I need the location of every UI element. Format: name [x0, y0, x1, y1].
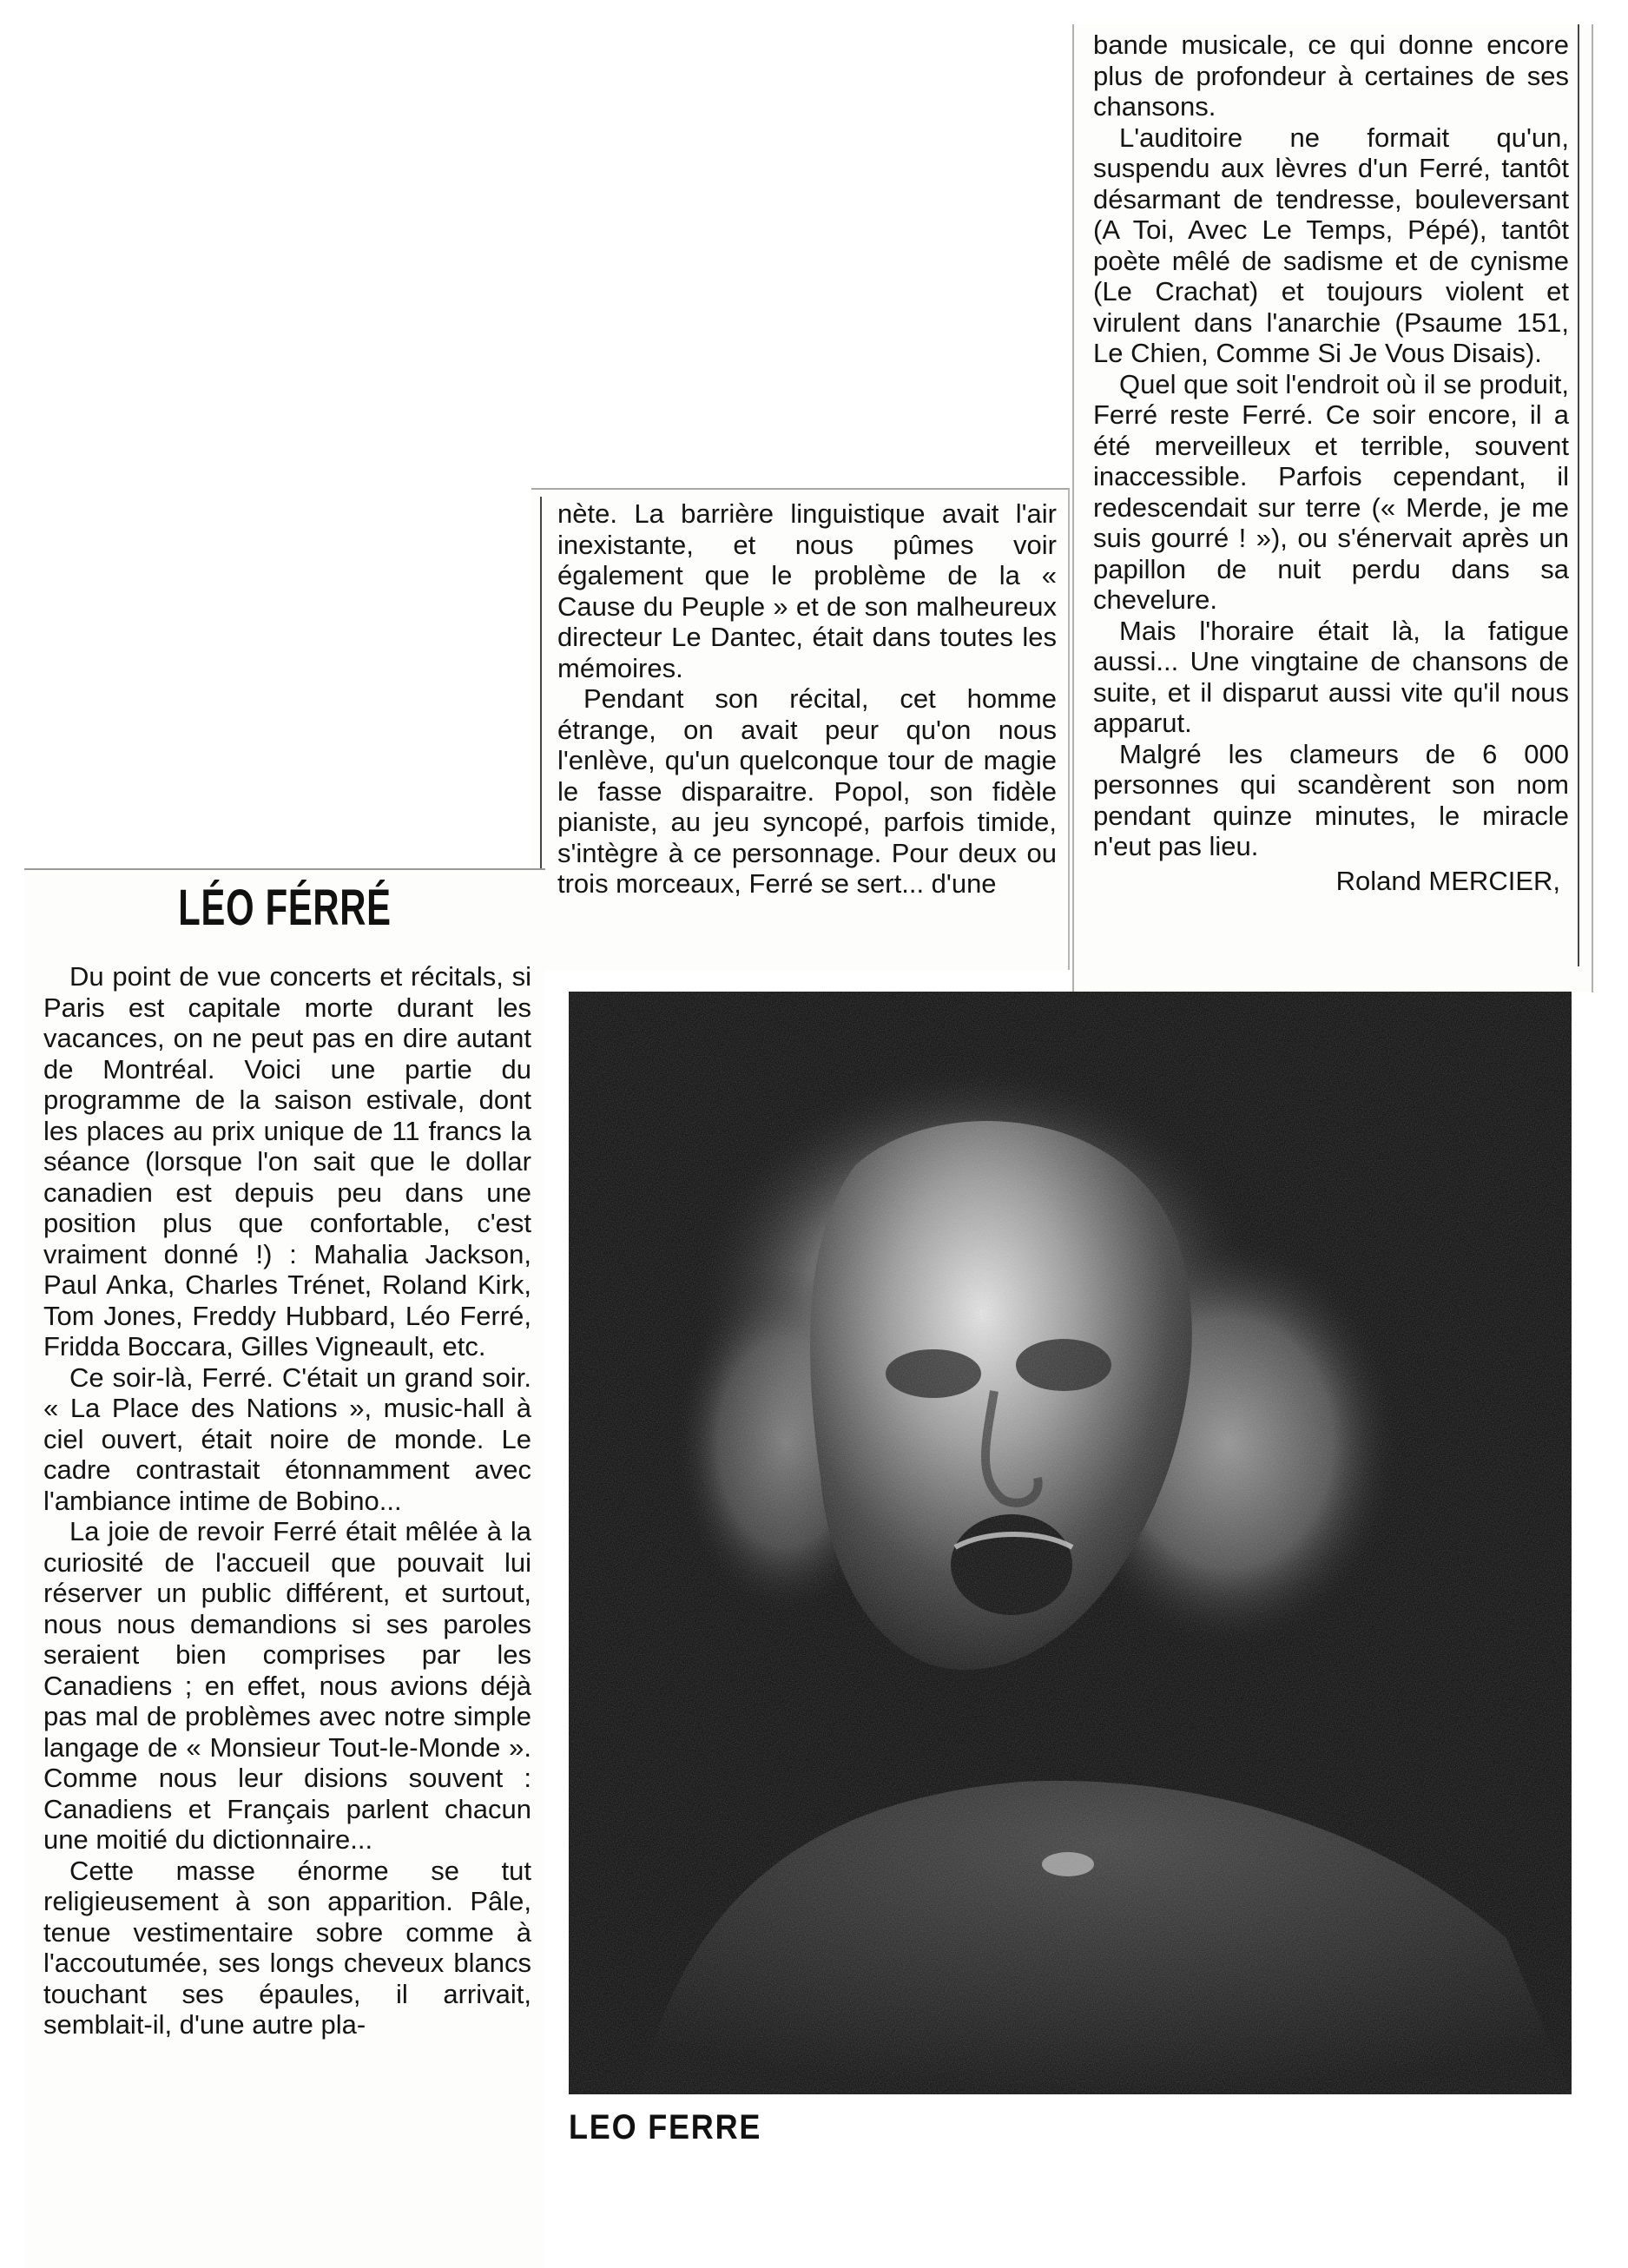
photo-caption: LEO FERRE [569, 2108, 762, 2146]
left-column-text [43, 961, 531, 2041]
left-paragraph-1: Du point de vue concerts et récitals, si Paris est capitale morte durant les vacances, on ne peut pas en dire autant de Montréal. Voici une partie du programme de la saison estivale, dont les places au prix unique de 11 francs la séance (lorsque l'on sait que le dollar canadien est depuis peu dans une position plus que confortable, c'est vraiment donné !) : Mahalia Jackson, Paul Anka, Charles Trénet, Roland Kirk, Tom Jones, Freddy Hubbard, Léo Ferré, Fridda Boccara, Gilles Vigneault, etc. [43, 961, 531, 1361]
article-headline: LÉO FÉRRÉ [178, 880, 392, 936]
right-paragraph-2: L'auditoire ne formait qu'un, suspendu aux lèvres d'un Ferré, tantôt désarmant de tendresse, bouleversant (A Toi, Avec Le Temps, Pépé), tantôt poète mêlé de sadisme et de cynisme (Le Crachat) et toujours violent et virulent dans l'anarchie (Psaume 151, Le Chien, Comme Si Je Vous Disais). [1093, 122, 1569, 368]
right-paragraph-3: Quel que soit l'endroit où il se produit, Ferré reste Ferré. Ce soir encore, il a été merveilleux et terrible, souvent inaccessible. Parfois cependant, il redescendait sur terre (« Merde, je me suis gourré ! »), ou s'énervait après un papillon de nuit perdu dans sa chevelure. [1093, 368, 1569, 615]
right-paragraph-4: Mais l'horaire était là, la fatigue aussi... Une vingtaine de chansons de suite, et il disparut aussi vite qu'il nous apparut. [1093, 615, 1569, 738]
right-paragraph-5: Malgré les clameurs de 6 000 personnes qui scandèrent son nom pendant quinze minutes, le miracle n'eut pas lieu. [1093, 738, 1569, 861]
middle-column-text [557, 498, 1057, 900]
right-column-text [1093, 30, 1569, 896]
right-paragraph-1: bande musicale, ce qui donne encore plus de profondeur à certaines de ses chansons. [1093, 30, 1569, 122]
singer-photograph [569, 992, 1572, 2094]
left-paragraph-3: La joie de revoir Ferré était mêlée à la curiosité de l'accueil que pouvait lui réserver un public différent, et surtout, nous nous demandions si ses paroles seraient bien comprises par les Canadiens ; en effet, nous avions déjà pas mal de problèmes avec notre simple langage de « Monsieur Tout-le-Monde ». Comme nous leur disions souvent : Canadiens et Français parlent chacun une moitié du dictionnaire... [43, 1516, 531, 1855]
left-paragraph-2: Ce soir-là, Ferré. C'était un grand soir. « La Place des Nations », music-hall à ciel ouvert, était noire de monde. Le cadre contrastait étonnamment avec l'ambiance intime de Bobino... [43, 1361, 531, 1516]
photo-illustration [569, 992, 1572, 2094]
middle-paragraph-2: Pendant son récital, cet homme étrange, on avait peur qu'on nous l'enlève, qu'un quelconque tour de magie le fasse disparaitre. Popol, son fidèle pianiste, au jeu syncopé, parfois timide, s'intègre à ce personnage. Pour deux ou trois morceaux, Ferré se sert... d'une [557, 683, 1057, 899]
middle-paragraph-1: nète. La barrière linguistique avait l'air inexistante, et nous pûmes voir également que le problème de la « Cause du Peuple » et de son malheureux directeur Le Dantec, était dans toutes les mémoires. [557, 498, 1057, 683]
left-paragraph-4: Cette masse énorme se tut religieusement à son apparition. Pâle, tenue vestimentaire sobre comme à l'accoutumée, ses longs cheveux blancs touchant ses épaules, il arrivait, semblait-il, d'une autre pla- [43, 1855, 531, 2040]
article-column-right [1072, 24, 1593, 992]
signature: Roland MERCIER, [1335, 865, 1560, 896]
article-column-middle [531, 488, 1070, 970]
column-rule-right [1578, 24, 1579, 966]
article-column-left [24, 868, 545, 2268]
